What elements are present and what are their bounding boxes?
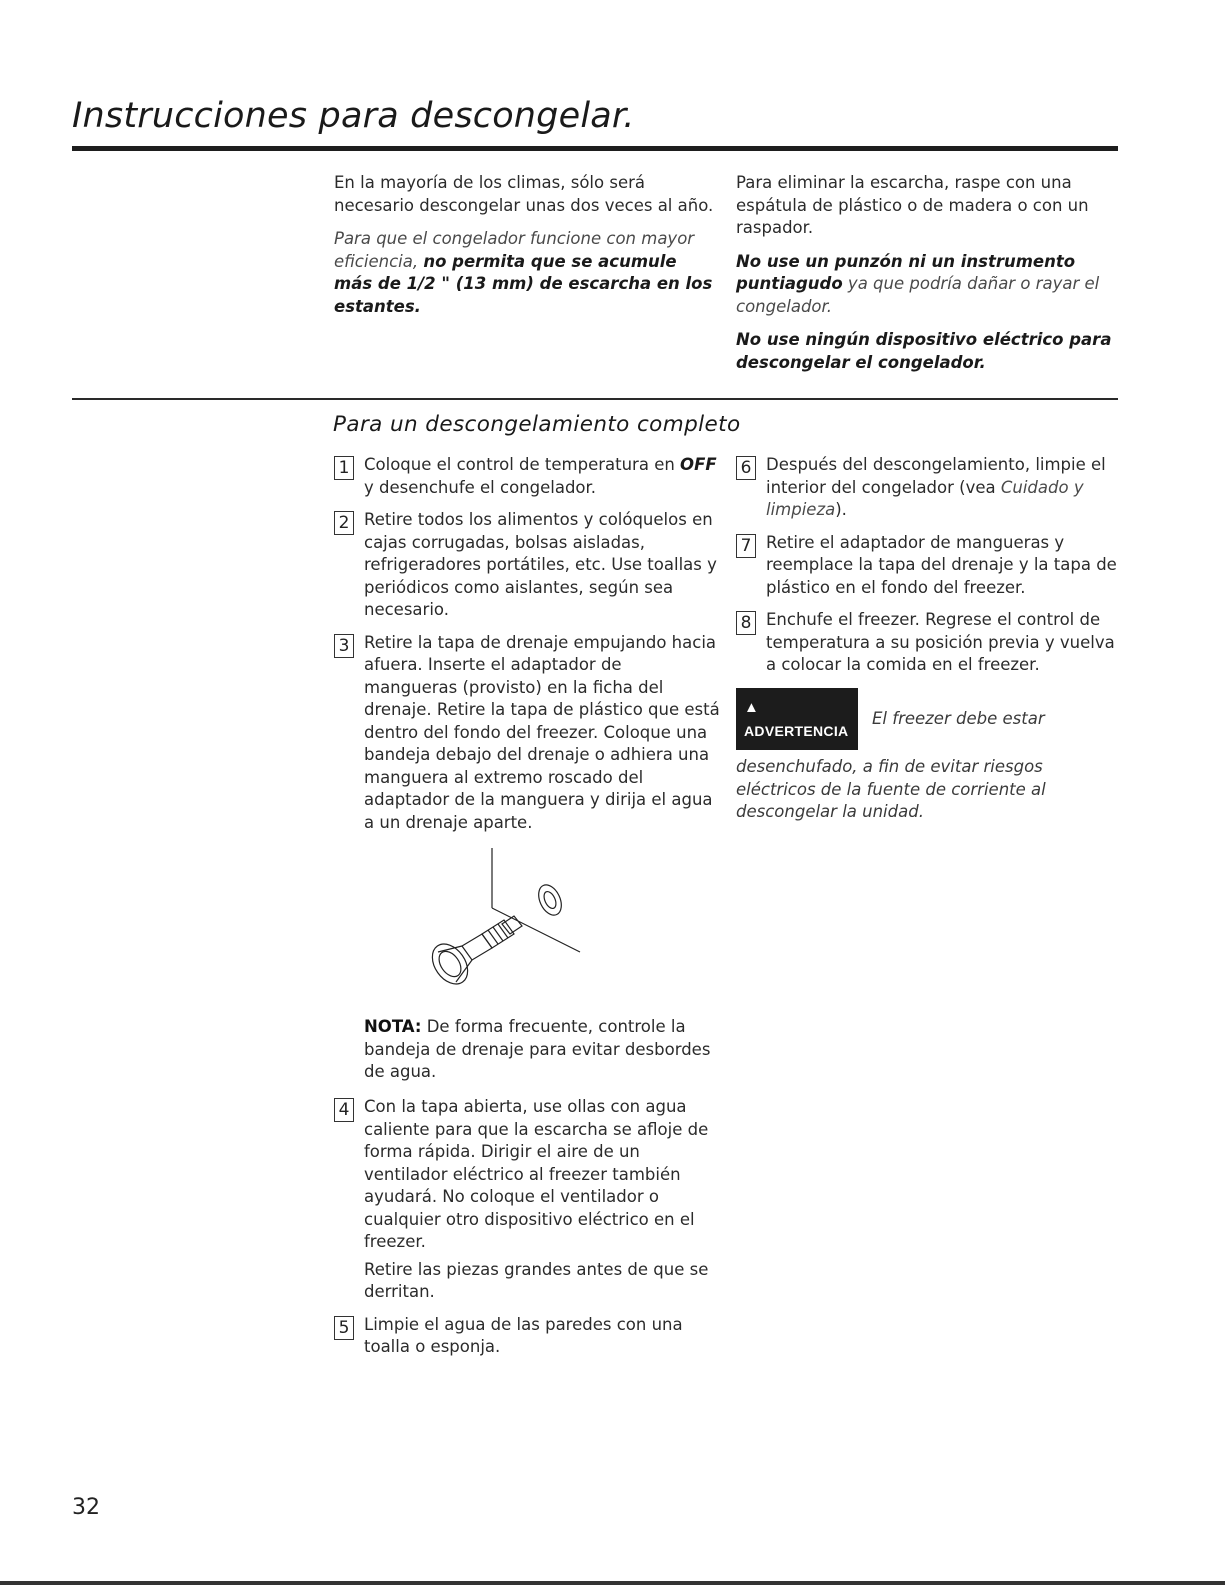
step-emphasis: Cuidado y limpieza [766,477,1084,519]
step-text: Retire la tapa de drenaje empujando hacia afuera. Inserte el adaptador de mangueras (provisto) en la ficha del drenaje. Retire la tapa de plástico que está dentro del fondo del freezer. Coloque una bandeja debajo del drenaje o adhiera una manguera al extremo roscado del adaptador de la manguera y dirija el agua a un drenaje aparte. [364,632,720,832]
step-number: 1 [334,456,354,480]
warning-text-first: El freezer debe estar [872,708,1045,728]
intro-right [736,172,1121,385]
step-8 [736,609,1121,677]
step-text: Después del descongelamiento, limpie el interior del congelador (vea [766,455,1106,497]
step-number: 3 [334,634,354,658]
step-text: Con la tapa abierta, use ollas con agua caliente para que la escarcha se afloje de forma rápida. Dirigir el aire de un ventilador eléctrico al freezer también ayudará. No coloque el ventilador o cualquier otro dispositivo eléctrico en el freezer. [364,1097,709,1251]
step-number: 2 [334,511,354,535]
note-text: De forma frecuente, controle la bandeja de drenaje para evitar desbordes de agua. [364,1017,711,1081]
step-2 [334,509,720,622]
warning-block [736,688,1121,824]
page-number: 32 [72,1495,100,1520]
step-emphasis: OFF [680,455,717,474]
step-text-continued: y desenchufe el congelador. [364,477,597,497]
step-number: 4 [334,1098,354,1122]
step-number: 5 [334,1316,354,1340]
warning-badge-label: ADVERTENCIA [744,722,849,739]
step-text: Retire el adaptador de mangueras y reemplace la tapa del drenaje y la tapa de plástico en el fondo del freezer. [766,532,1117,597]
step-number: 6 [736,456,756,480]
step-extra-text: Retire las piezas grandes antes de que se derritan. [364,1259,709,1301]
step-4 [334,1096,720,1304]
step-3 [334,632,720,835]
section-rule [72,398,1118,400]
warning-text-rest: desenchufado, a fin de evitar riesgos eléctricos de la fuente de corriente al descongelar la unidad. [736,757,1046,821]
electric-device-bold: No use ningún dispositivo eléctrico para descongelar el congelador. [736,330,1112,372]
step-6 [736,454,1121,522]
note-paragraph [364,1016,714,1084]
step-number: 7 [736,534,756,558]
scrape-paragraph: Para eliminar la escarcha, raspe con una espátula de plástico o de madera o con un raspador. [736,173,1089,237]
step-text: Enchufe el freezer. Regrese el control de temperatura a su posición previa y vuelva a colocar la comida en el freezer. [766,610,1115,674]
step-number: 8 [736,611,756,635]
efficiency-note-bold: no permita que se acumule más de 1/2 " (13 mm) de escarcha en los estantes. [334,251,713,316]
efficiency-note [334,228,719,318]
intro-left [334,172,719,329]
step-text-continued: ). [835,500,847,519]
efficiency-note-italic: Para que el congelador funcione con mayor eficiencia, [334,229,695,271]
steps-left-top [334,454,720,844]
steps-left-bottom [334,1096,720,1369]
step-text: Retire todos los alimentos y colóquelos en cajas corrugadas, bolsas aisladas, refrigeradores portátiles, etc. Use toallas y periódicos como aislantes, según sea necesario. [364,510,717,619]
step-5 [334,1314,720,1359]
note-label: NOTA: [364,1017,422,1036]
step-text: Limpie el agua de las paredes con una toalla o esponja. [364,1314,683,1356]
page-title: Instrucciones para descongelar. [72,96,635,136]
warning-triangle-icon: ▲ [744,699,760,716]
electric-device-warning [736,329,1121,374]
step-text: Coloque el control de temperatura en [364,455,681,474]
sharp-tool-italic: ya que podría dañar o rayar el congelador. [736,274,1100,316]
intro-paragraph: En la mayoría de los climas, sólo será necesario descongelar unas dos veces al año. [334,173,714,215]
section-title: Para un descongelamiento completo [333,412,741,437]
warning-badge [736,688,858,750]
step-7 [736,532,1121,600]
page-bottom-edge [0,1581,1225,1585]
sharp-tool-bold: No use un punzón ni un instrumento puntiagudo [736,251,1076,293]
drain-adapter-illustration [404,842,604,1002]
title-rule [72,146,1118,151]
sharp-tool-warning [736,251,1121,319]
steps-right [736,454,1121,687]
step-1 [334,454,720,499]
